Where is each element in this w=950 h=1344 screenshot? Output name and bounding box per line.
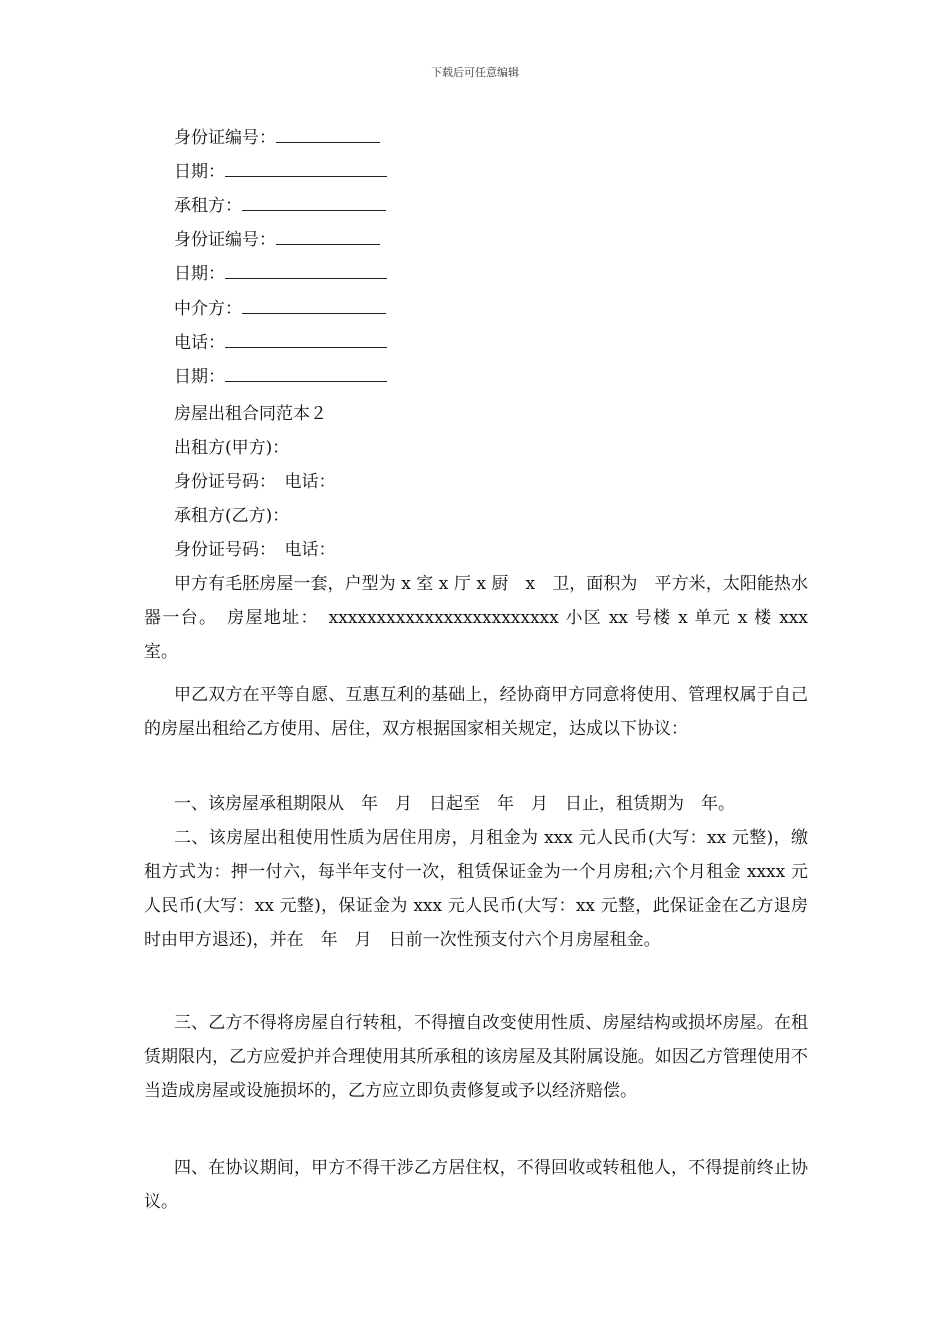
contract-title: 房屋出租合同范本２ xyxy=(174,404,327,424)
lessee-field xyxy=(174,194,386,218)
field-label: 身份证编号： xyxy=(174,128,276,148)
paragraph-sublet: 三、乙方不得将房屋自行转租，不得擅自改变使用性质、房屋结构或损坏房屋。在租赁期限内，乙方应爱护并合理使用其所承租的该房屋及其附属设施。如因乙方管理使用不当造成房屋或设施损坏的，乙方应立即负责修复或予以经济赔偿。 xyxy=(144,1013,808,1101)
page-header: 下载后可任意编辑 xyxy=(431,66,519,79)
blank-line xyxy=(276,128,380,143)
blank-line xyxy=(242,196,386,211)
lessee-id-line: 身份证号码： 电话： xyxy=(174,540,336,560)
lessee-line: 承租方(乙方)： xyxy=(174,506,290,526)
blank-line xyxy=(225,162,387,177)
date-field xyxy=(174,262,387,286)
field-label: 中介方： xyxy=(174,299,242,319)
agent-field xyxy=(174,297,386,321)
lessor-id-line: 身份证号码： 电话： xyxy=(174,472,336,492)
field-label: 日期： xyxy=(174,367,225,387)
id-number-field xyxy=(174,228,380,252)
paragraph-agreement: 甲乙双方在平等自愿、互惠互利的基础上，经协商甲方同意将使用、管理权属于自己的房屋出租给乙方使用、居住，双方根据国家相关规定，达成以下协议： xyxy=(144,685,808,739)
blank-line xyxy=(242,299,386,314)
date-field xyxy=(174,365,387,389)
paragraph-property: 甲方有毛胚房屋一套，户型为 x 室 x 厅 x 厨 x 卫，面积为 平方米，太阳能热水器一台。 房屋地址： xxxxxxxxxxxxxxxxxxxxxxxx 小区 xx 号楼 x 单元 x 楼 xxx 室。 xyxy=(144,574,808,662)
field-label: 电话： xyxy=(174,333,225,353)
blank-line xyxy=(225,367,387,382)
paragraph-rent: 二、该房屋出租使用性质为居住用房，月租金为 xxx 元人民币(大写：xx 元整)，缴租方式为：押一付六，每半年支付一次，租赁保证金为一个月房租;六个月租金 xxxx 元人民币(大写：xx 元整)，保证金为 xxx 元人民币(大写：xx 元整，此保证金在乙方退房时由甲方退还)，并在 年 月 日前一次性预支付六个月房屋租金。 xyxy=(144,828,808,950)
blank-line xyxy=(225,333,387,348)
paragraph-term: 一、该房屋承租期限从 年 月 日起至 年 月 日止，租赁期为 年。 xyxy=(174,794,735,814)
date-field xyxy=(174,160,387,184)
paragraph-termination: 四、在协议期间，甲方不得干涉乙方居住权，不得回收或转租他人，不得提前终止协议。 xyxy=(144,1158,808,1212)
id-number-field xyxy=(174,126,380,150)
phone-field xyxy=(174,331,387,355)
blank-line xyxy=(276,230,380,245)
field-label: 身份证编号： xyxy=(174,230,276,250)
field-label: 日期： xyxy=(174,264,225,284)
field-label: 承租方： xyxy=(174,196,242,216)
field-label: 日期： xyxy=(174,162,225,182)
blank-line xyxy=(225,264,387,279)
lessor-line: 出租方(甲方)： xyxy=(174,438,290,458)
